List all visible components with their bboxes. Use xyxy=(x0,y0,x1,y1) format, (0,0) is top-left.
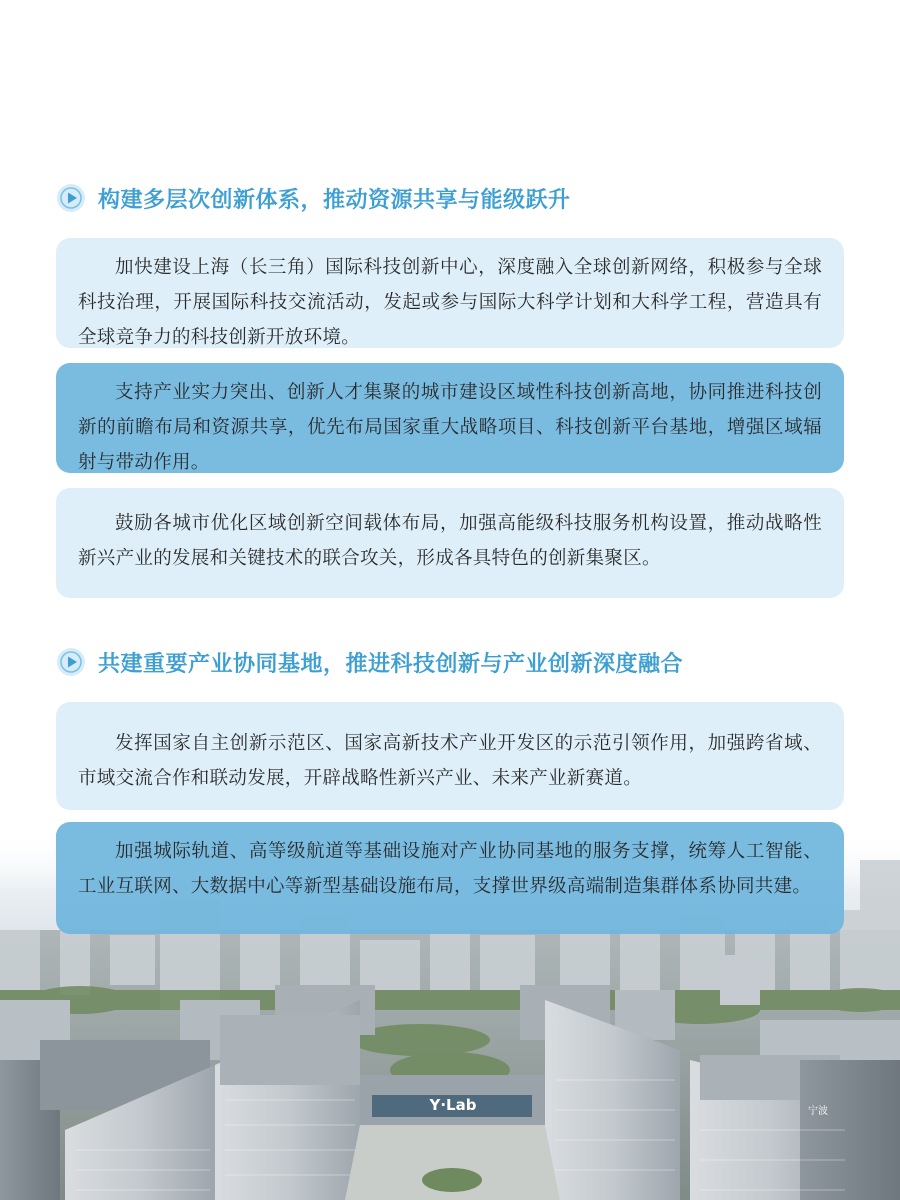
paragraph-card: 加强城际轨道、高等级航道等基础设施对产业协同基地的服务支撑，统筹人工智能、工业互联网、大数据中心等新型基础设施布局，支撑世界级高端制造集群体系协同共建。 xyxy=(56,822,844,934)
paragraph-card: 鼓励各城市优化区域创新空间载体布局，加强高能级科技服务机构设置，推动战略性新兴产业的发展和关键技术的联合攻关，形成各具特色的创新集聚区。 xyxy=(56,488,844,598)
play-circle-icon xyxy=(56,647,86,677)
play-circle-icon xyxy=(56,183,86,213)
building-sign: Y·Lab xyxy=(429,1096,477,1114)
paragraph-card: 支持产业实力突出、创新人才集聚的城市建设区域性科技创新高地，协同推进科技创新的前瞻布局和资源共享，优先布局国家重大战略项目、科技创新平台基地，增强区域辐射与带动作用。 xyxy=(56,363,844,473)
section-1-title: 构建多层次创新体系，推动资源共享与能级跃升 xyxy=(98,187,571,213)
section-2-title: 共建重要产业协同基地，推进科技创新与产业创新深度融合 xyxy=(98,651,684,677)
section-2-heading xyxy=(56,644,683,680)
paragraph-card: 发挥国家自主创新示范区、国家高新技术产业开发区的示范引领作用，加强跨省域、市域交流合作和联动发展，开辟战略性新兴产业、未来产业新赛道。 xyxy=(56,702,844,810)
paragraph-card: 加快建设上海（长三角）国际科技创新中心，深度融入全球创新网络，积极参与全球科技治理，开展国际科技交流活动，发起或参与国际大科学计划和大科学工程，营造具有全球竞争力的科技创新开放环境。 xyxy=(56,238,844,348)
section-1-heading xyxy=(56,180,571,216)
photo-caption: 宁波 xyxy=(808,1106,828,1117)
